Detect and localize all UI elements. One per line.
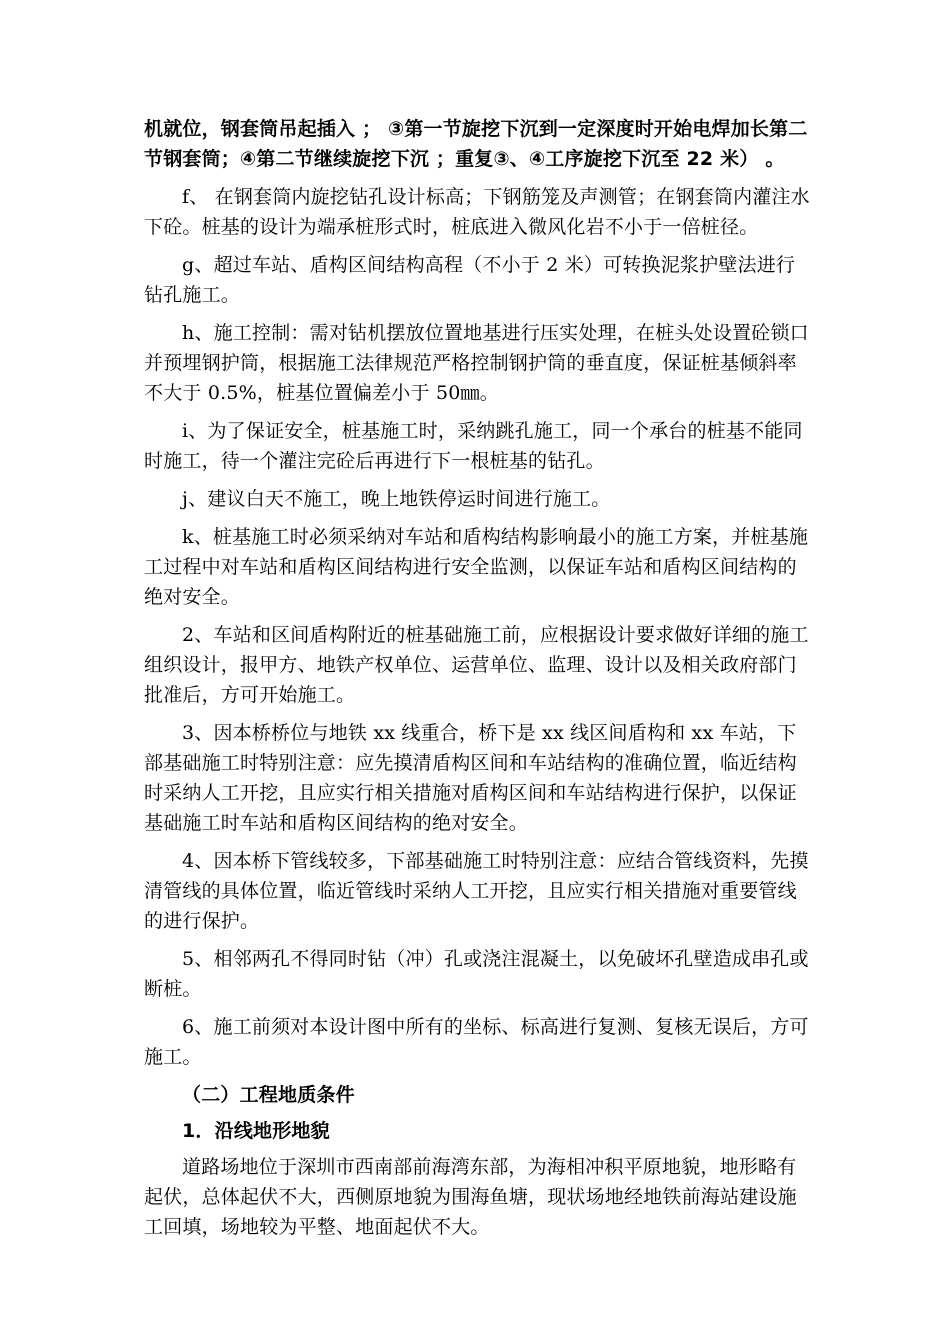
section-heading-geology: （二）工程地质条件 [182, 1084, 355, 1106]
paragraph-f: f、 在钢套筒内旋挖钻孔设计标高；下钢筋笼及声测管；在钢套筒内灌注水下砼。桩基的设计为端承桩形式时，桩底进入微风化岩不小于一倍桩径。 [144, 186, 810, 238]
paragraph-j: j、建议白天不施工，晚上地铁停运时间进行施工。 [182, 488, 611, 510]
paragraph-5: 5、相邻两孔不得同时钻（冲）孔或浇注混凝土，以免破坏孔壁造成串孔或断桩。 [144, 948, 809, 1000]
paragraph-2: 2、车站和区间盾构附近的桩基础施工前，应根据设计要求做好详细的施工组织设计，报甲方、地铁产权单位、运营单位、监理、设计以及相关政府部门批准后，方可开始施工。 [144, 624, 809, 706]
paragraph-3: 3、因本桥桥位与地铁 xx 线重合，桥下是 xx 线区间盾构和 xx 车站，下部基础施工时特别注意：应先摸清盾构区间和车站结构的准确位置，临近结构时采纳人工开挖，且应实行相关措施对盾构区间和车站结构进行保护，以保证基础施工时车站和盾构区间结构的绝对安全。 [144, 722, 797, 834]
paragraph-k: k、桩基施工时必须采纳对车站和盾构结构影响最小的施工方案，并桩基施工过程中对车站和盾构区间结构进行安全监测，以保证车站和盾构区间结构的绝对安全。 [144, 526, 809, 608]
paragraph-g: g、超过车站、盾构区间结构高程（不小于 2 米）可转换泥浆护壁法进行钻孔施工。 [144, 254, 796, 306]
paragraph-steps-continuation: 机就位，钢套筒吊起插入 ； ③第一节旋挖下沉到一定深度时开始电焊加长第二节钢套筒；④第二节继续旋挖下沉 ；重复③、④工序旋挖下沉至 22 米） 。 [144, 118, 808, 170]
paragraph-i: i、为了保证安全，桩基施工时，采纳跳孔施工，同一个承台的桩基不能同时施工，待一个灌注完砼后再进行下一根桩基的钻孔。 [144, 420, 803, 472]
paragraph-6: 6、施工前须对本设计图中所有的坐标、标高进行复测、复核无误后，方可施工。 [144, 1016, 809, 1068]
document-body [144, 114, 810, 1250]
paragraph-h: h、施工控制：需对钻机摆放位置地基进行压实处理，在桩头处设置砼锁口并预埋钢护筒，根据施工法律规范严格控制钢护筒的垂直度，保证桩基倾斜率不大于 0.5%，桩基位置偏差小于 50㎜。 [144, 322, 809, 404]
subsection-heading-topography: 1．沿线地形地貌 [182, 1120, 330, 1142]
paragraph-4: 4、因本桥下管线较多，下部基础施工时特别注意：应结合管线资料，先摸清管线的具体位置，临近管线时采纳人工开挖，且应实行相关措施对重要管线的进行保护。 [144, 850, 809, 932]
paragraph-topography: 道路场地位于深圳市西南部前海湾东部，为海相冲积平原地貌，地形略有起伏，总体起伏不大，西侧原地貌为围海鱼塘，现状场地经地铁前海站建设施工回填，场地较为平整、地面起伏不大。 [144, 1156, 797, 1238]
